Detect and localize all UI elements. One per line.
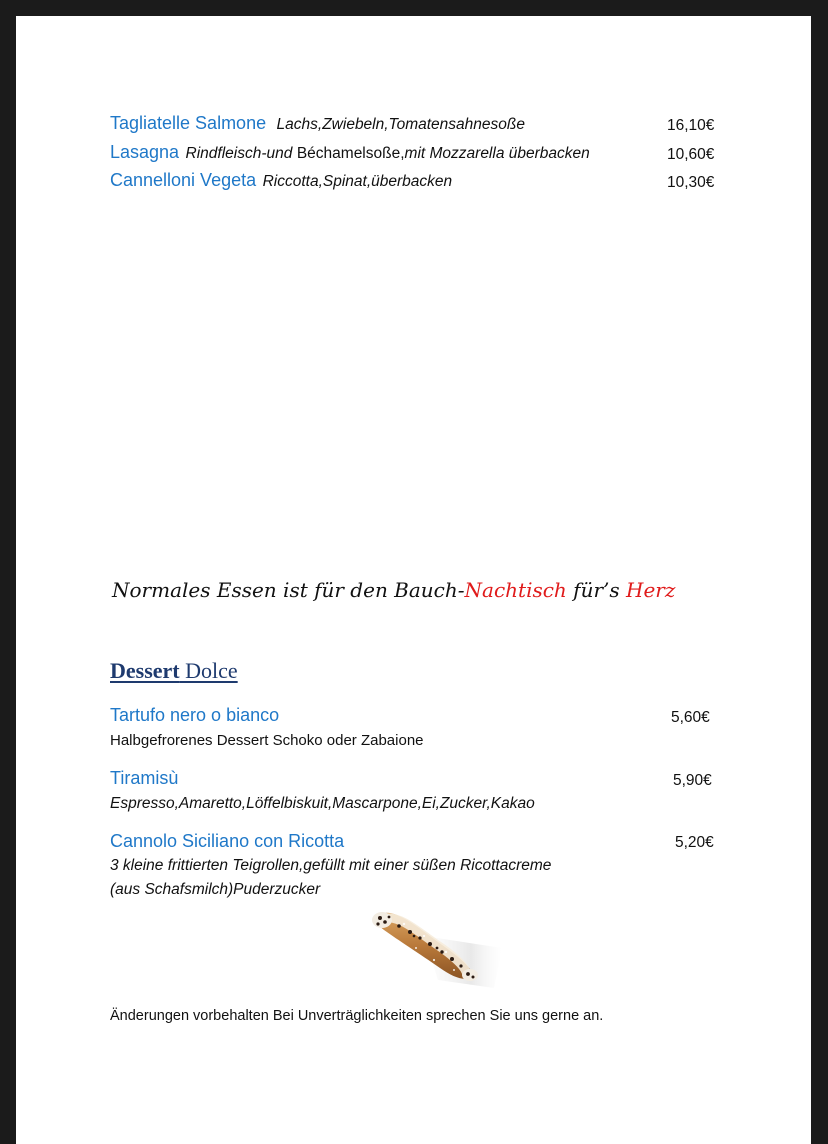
cannolo-photo-icon [354, 896, 504, 992]
dish-name: Tagliatelle Salmone [110, 113, 267, 133]
pasta-row-cannelloni [110, 170, 452, 191]
slogan-highlight: Herz [626, 578, 676, 602]
dish-description: Lachs,Zwiebeln,Tomatensahnesoße [276, 116, 525, 133]
dish-description: (aus Schafsmilch)Puderzucker [110, 881, 321, 898]
dish-price: 16,10€ [667, 117, 715, 134]
dish-price: 10,30€ [667, 174, 715, 191]
dish-price: 5,20€ [675, 834, 714, 851]
menu-page [16, 16, 811, 1144]
section-title [110, 658, 238, 684]
slogan-part: Normales Essen ist für den Bauch- [112, 578, 465, 602]
dish-name: Lasagna [110, 142, 180, 162]
dish-name: Cannolo Siciliano con Ricotta [110, 831, 345, 851]
slogan-part: für’s [566, 578, 627, 602]
pasta-row-lasagna [110, 142, 590, 163]
dish-description: Béchamelsoße, [296, 145, 405, 162]
dish-name: Cannelloni Vegeta [110, 170, 257, 190]
dish-price: 5,90€ [673, 772, 712, 789]
dish-description: Rindfleisch-und [185, 145, 293, 162]
section-title-rest: Dolce [179, 658, 238, 683]
dish-price: 5,60€ [671, 709, 710, 726]
cannolo-photo [354, 896, 504, 992]
pasta-row-tagliatelle [110, 113, 525, 134]
dish-description: mit Mozzarella überbacken [404, 145, 590, 162]
section-title-bold: Dessert [110, 658, 180, 683]
slogan [112, 578, 675, 602]
dish-name: Tartufo nero o bianco [110, 705, 280, 725]
slogan-highlight: Nachtisch [464, 578, 567, 602]
dish-description: Riccotta,Spinat,überbacken [262, 173, 453, 190]
dish-description: Halbgefrorenes Dessert Schoko oder Zabaione [110, 732, 424, 749]
footer-note: Änderungen vorbehalten Bei Unverträglichkeiten sprechen Sie uns gerne an. [110, 1008, 604, 1024]
dish-price: 10,60€ [667, 146, 715, 163]
dish-description: Espresso,Amaretto,Löffelbiskuit,Mascarpone,Ei,Zucker,Kakao [110, 795, 535, 812]
dish-name: Tiramisù [110, 768, 179, 788]
dish-description: 3 kleine frittierten Teigrollen,gefüllt mit einer süßen Ricottacreme [110, 857, 552, 874]
